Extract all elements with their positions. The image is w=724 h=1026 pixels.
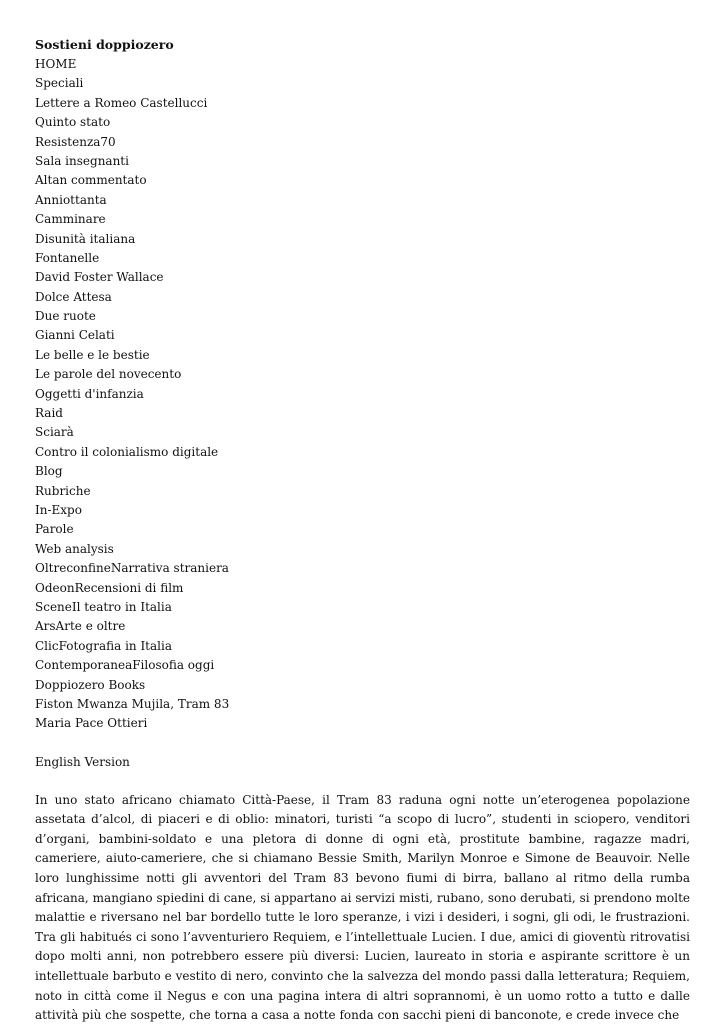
nav-item[interactable]: Blog bbox=[35, 464, 63, 479]
nav-item[interactable]: Fontanelle bbox=[35, 250, 100, 265]
nav-item[interactable]: ContemporaneaFilosofia oggi bbox=[35, 658, 215, 673]
nav-item[interactable]: Le parole del novecento bbox=[35, 367, 182, 382]
nav-item[interactable]: David Foster Wallace bbox=[35, 270, 164, 285]
nav-item[interactable]: Web analysis bbox=[35, 541, 114, 556]
nav-item[interactable]: OltreconfineNarrativa straniera bbox=[35, 561, 229, 576]
nav-item[interactable]: Due ruote bbox=[35, 309, 96, 324]
nav-item[interactable]: Le belle e le bestie bbox=[35, 347, 150, 362]
nav-item[interactable]: Rubriche bbox=[35, 483, 91, 498]
nav-item[interactable]: HOME bbox=[35, 57, 77, 71]
nav-item[interactable]: Quinto stato bbox=[35, 115, 111, 130]
section-navigation bbox=[35, 55, 690, 734]
nav-item[interactable]: Speciali bbox=[35, 76, 84, 91]
nav-item[interactable]: ClicFotografia in Italia bbox=[35, 638, 172, 653]
nav-item[interactable]: Resistenza70 bbox=[35, 134, 116, 149]
nav-item[interactable]: Sala insegnanti bbox=[35, 153, 129, 168]
nav-item[interactable]: Doppiozero Books bbox=[35, 677, 146, 692]
nav-item[interactable]: Oggetti d'infanzia bbox=[35, 386, 144, 401]
nav-item[interactable]: Maria Pace Ottieri bbox=[35, 716, 148, 731]
english-version-link[interactable]: English Version bbox=[35, 754, 130, 769]
nav-item[interactable]: Fiston Mwanza Mujila, Tram 83 bbox=[35, 696, 230, 711]
nav-item[interactable]: Camminare bbox=[35, 212, 106, 227]
nav-item[interactable]: Contro il colonialismo digitale bbox=[35, 444, 219, 459]
nav-item[interactable]: Sciarà bbox=[35, 425, 74, 440]
nav-item[interactable]: Gianni Celati bbox=[35, 328, 115, 343]
article-paragraph: In uno stato africano chiamato Città-Paese, il Tram 83 raduna ogni notte un’eterogenea popolazione assetata d’alcol, di piaceri e di oblio: minatori, turisti “a scopo di lucro”, studenti in sciopero, venditori d’organi, bambini-soldato e una pletora di donne di ogni età, prostitute bambine, ragazze madri, cameriere, aiuto-cameriere, che si chiamano Bessie Smith, Marilyn Monroe e Simone de Beauvoir. Nelle loro lunghissime notti gli avventori del Tram 83 bevono fiumi di birra, ballano al ritmo della rumba africana, mangiano spiedini di cane, si appartano ai servizi misti, rubano, sono derubati, si prendono molte malattie e riversano nel bar bordello tutte le loro speranze, i vizi i desideri, i sogni, gli odi, le frustrazioni. Tra gli habitués ci sono l’avventuriero Requiem, e l’intellettuale Lucien. I due, amici di gioventù ritrovatisi dopo molti anni, non potrebbero essere più diversi: Lucien, laureato in storia e aspirante scrittore è un intellettuale barbuto e vestito di nero, convinto che la salvezza del mondo passi dalla letteratura; Requiem, noto in città come il Negus e con una pagina intera di altri soprannomi, è un uomo rotto a tutto e dalle attività più che sospette, che torna a casa a notte fonda con sacchi pieni di banconote, e crede invece che bbox=[35, 792, 690, 1023]
nav-item[interactable]: Lettere a Romeo Castellucci bbox=[35, 95, 208, 110]
nav-item[interactable]: Altan commentato bbox=[35, 173, 147, 188]
nav-item[interactable]: In-Expo bbox=[35, 502, 82, 517]
nav-item[interactable]: Disunità italiana bbox=[35, 231, 136, 246]
nav-item[interactable]: SceneIl teatro in Italia bbox=[35, 599, 172, 614]
nav-item[interactable]: Dolce Attesa bbox=[35, 289, 112, 304]
nav-item[interactable]: OdeonRecensioni di film bbox=[35, 580, 184, 595]
support-doppiozero-heading[interactable]: Sostieni doppiozero bbox=[35, 37, 174, 52]
nav-item[interactable]: Parole bbox=[35, 522, 74, 537]
document-page bbox=[35, 36, 690, 1026]
nav-item[interactable]: Raid bbox=[35, 406, 63, 421]
nav-item[interactable]: ArsArte e oltre bbox=[35, 619, 126, 634]
nav-item[interactable]: Anniottanta bbox=[35, 192, 107, 207]
